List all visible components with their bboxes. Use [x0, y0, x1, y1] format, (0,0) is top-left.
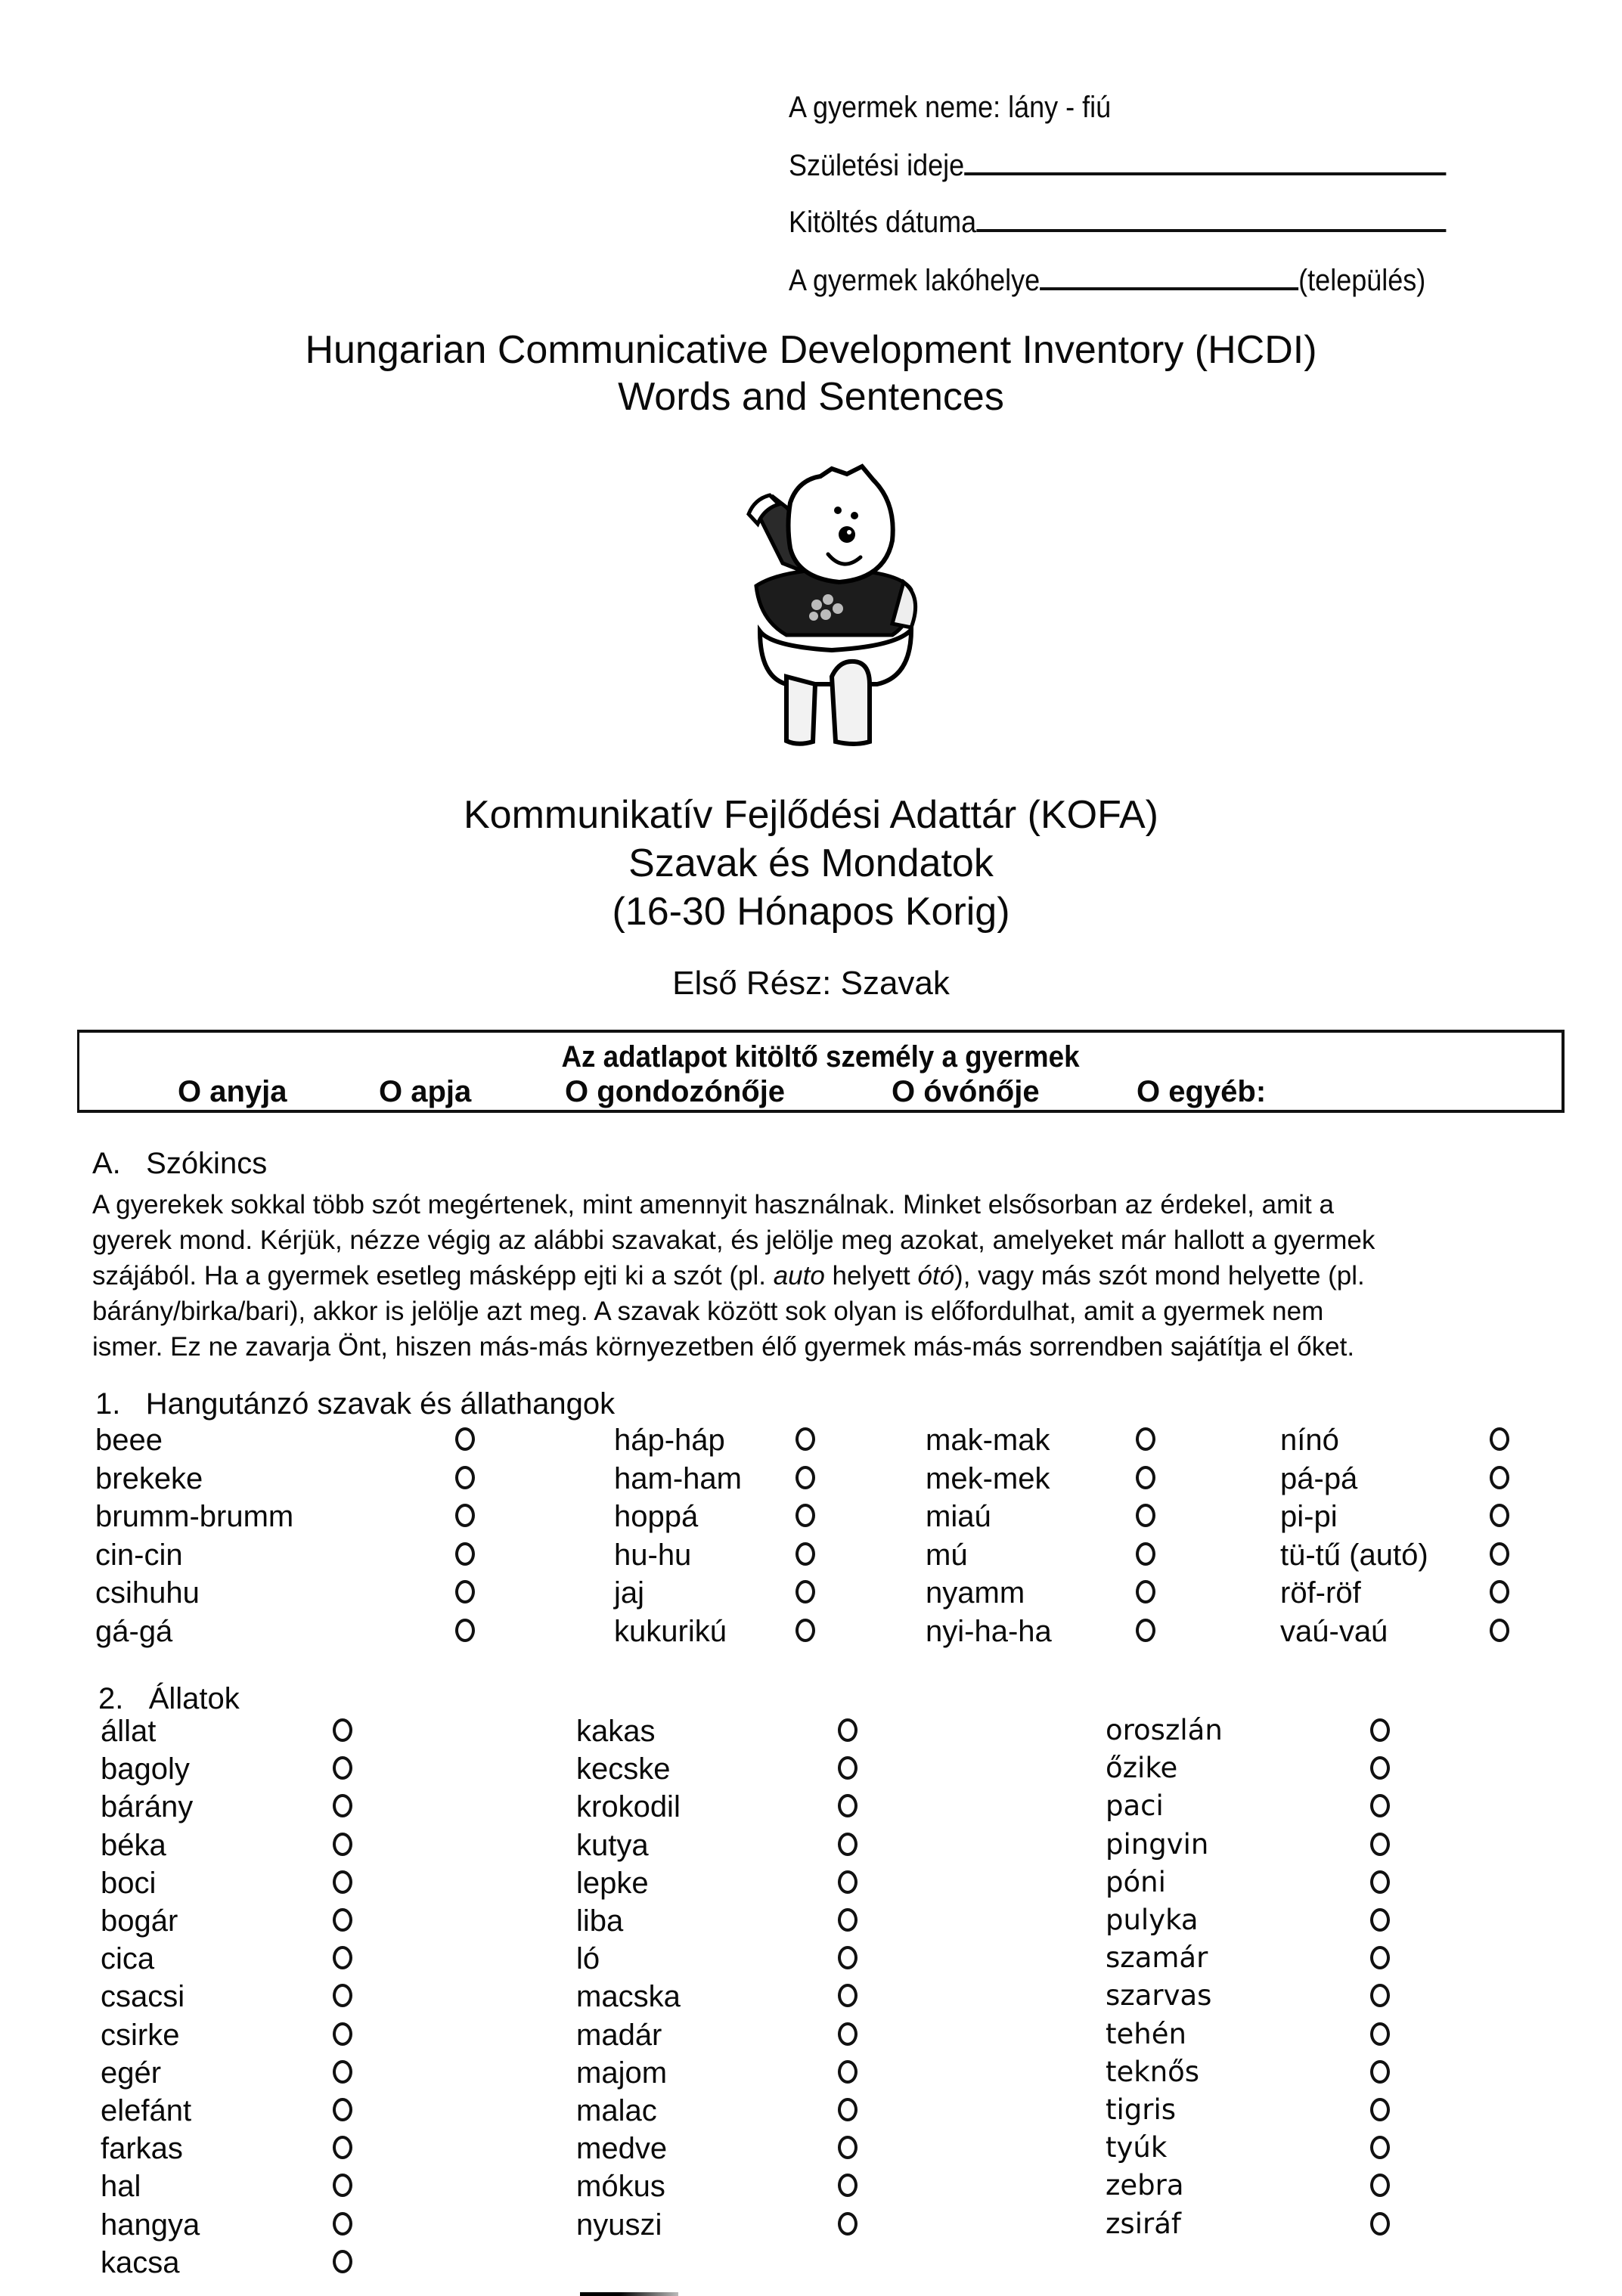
- residence-label: A gyermek lakóhelye: [789, 264, 1040, 297]
- word-checkbox[interactable]: [333, 2212, 352, 2236]
- word-checkbox[interactable]: [838, 1794, 858, 1817]
- word-checkbox[interactable]: [1136, 1504, 1155, 1527]
- word-item: egér: [101, 2056, 162, 2090]
- word-checkbox[interactable]: [333, 1908, 352, 1932]
- respondent-box: [77, 1030, 1565, 1113]
- word-checkbox[interactable]: [1490, 1619, 1509, 1642]
- residence-line[interactable]: [1040, 265, 1298, 290]
- word-item: lepke: [576, 1866, 649, 1900]
- word-item: hal: [101, 2170, 141, 2204]
- title-hungarian-line1: Kommunikatív Fejlődési Adattár (KOFA): [463, 793, 1158, 837]
- word-item: nyuszi: [576, 2208, 662, 2242]
- word-item: tehén: [1106, 2017, 1186, 2050]
- word-item: póni: [1106, 1865, 1166, 1898]
- respondent-option-mother[interactable]: O anyja: [178, 1075, 287, 1108]
- word-checkbox[interactable]: [1370, 1908, 1390, 1932]
- word-item: kukurikú: [614, 1614, 727, 1648]
- word-item: boci: [101, 1866, 157, 1900]
- birth-date-field[interactable]: [789, 150, 1446, 181]
- section-a-intro: [92, 1187, 1574, 1365]
- residence-field[interactable]: [789, 265, 1425, 296]
- word-item: elefánt: [101, 2094, 192, 2127]
- word-checkbox[interactable]: [1370, 2098, 1390, 2121]
- word-item: brekeke: [95, 1461, 203, 1495]
- word-item: farkas: [101, 2132, 183, 2166]
- word-checkbox[interactable]: [455, 1542, 475, 1566]
- word-item: őzike: [1106, 1752, 1178, 1785]
- word-checkbox[interactable]: [1370, 2174, 1390, 2197]
- section-a-heading: A. Szókincs: [92, 1147, 268, 1180]
- fill-date-label: Kitöltés dátuma: [789, 206, 977, 239]
- word-checkbox[interactable]: [1370, 1833, 1390, 1856]
- word-item: ham-ham: [614, 1461, 742, 1495]
- word-item: nyamm: [926, 1576, 1025, 1610]
- respondent-option-teacher[interactable]: O óvónője: [892, 1075, 1040, 1108]
- word-item: brumm-brumm: [95, 1500, 294, 1533]
- intro-line-4: bárány/birka/bari), akkor is jelölje azt meg. A szavak között sok olyan is előfordulhat, amit a gyermek nem: [92, 1297, 1324, 1326]
- word-item: szarvas: [1106, 1979, 1212, 2012]
- respondent-title: Az adatlapot kitöltő személy a gyermek: [561, 1040, 1080, 1074]
- intro-example-auto: auto: [773, 1261, 825, 1291]
- word-item: nínó: [1280, 1424, 1339, 1457]
- word-checkbox[interactable]: [838, 2022, 858, 2046]
- word-checkbox[interactable]: [1370, 2212, 1390, 2236]
- word-item: kakas: [576, 1715, 656, 1748]
- title-hungarian-line3: (16-30 Hónapos Korig): [612, 890, 1010, 934]
- word-checkbox[interactable]: [838, 2174, 858, 2197]
- word-checkbox[interactable]: [1490, 1466, 1509, 1489]
- word-checkbox[interactable]: [795, 1542, 815, 1566]
- intro-line-3-mid: helyett: [824, 1261, 918, 1291]
- word-checkbox[interactable]: [333, 1870, 352, 1894]
- word-item: liba: [576, 1904, 624, 1938]
- word-item: gá-gá: [95, 1614, 173, 1648]
- word-checkbox[interactable]: [1136, 1619, 1155, 1642]
- word-item: tigris: [1106, 2093, 1177, 2126]
- word-item: malac: [576, 2094, 657, 2127]
- word-checkbox[interactable]: [333, 2174, 352, 2197]
- word-item: beee: [95, 1424, 163, 1457]
- fill-date-field[interactable]: [789, 206, 1446, 237]
- word-checkbox[interactable]: [333, 1946, 352, 1969]
- word-checkbox[interactable]: [1136, 1427, 1155, 1451]
- word-item: pi-pi: [1280, 1500, 1338, 1533]
- word-item: ló: [576, 1942, 600, 1976]
- birth-date-label: Születési ideje: [789, 149, 965, 182]
- word-checkbox[interactable]: [838, 2098, 858, 2121]
- word-item: pá-pá: [1280, 1461, 1358, 1495]
- word-item: kecske: [576, 1752, 671, 1786]
- word-item: mókus: [576, 2170, 665, 2204]
- word-item: hangya: [101, 2208, 200, 2242]
- word-item: kutya: [576, 1828, 649, 1862]
- child-sex-field: [789, 92, 1111, 122]
- word-checkbox[interactable]: [795, 1466, 815, 1489]
- word-item: bagoly: [101, 1752, 190, 1786]
- word-item: hu-hu: [614, 1538, 692, 1572]
- word-checkbox[interactable]: [838, 1718, 858, 1742]
- word-checkbox[interactable]: [333, 1833, 352, 1856]
- word-checkbox[interactable]: [1490, 1504, 1509, 1527]
- title-english: [0, 327, 1622, 420]
- word-item: cin-cin: [95, 1538, 183, 1572]
- word-checkbox[interactable]: [455, 1504, 475, 1527]
- part-title: Első Rész: Szavak: [672, 965, 950, 1002]
- respondent-option-caregiver[interactable]: O gondozónője: [565, 1075, 786, 1108]
- word-item: vaú-vaú: [1280, 1614, 1388, 1648]
- fill-date-line[interactable]: [976, 206, 1446, 232]
- word-item: csihuhu: [95, 1576, 200, 1610]
- word-item: cica: [101, 1942, 155, 1976]
- word-checkbox[interactable]: [333, 2022, 352, 2046]
- word-checkbox[interactable]: [333, 2098, 352, 2121]
- respondent-option-other[interactable]: O egyéb:: [1137, 1075, 1267, 1108]
- word-checkbox[interactable]: [838, 1908, 858, 1932]
- word-checkbox[interactable]: [838, 1833, 858, 1856]
- intro-line-3-pre: szájából. Ha a gyermek esetleg másképp ejti ki a szót (pl.: [92, 1261, 774, 1291]
- word-item: krokodil: [576, 1790, 681, 1824]
- word-checkbox[interactable]: [333, 1718, 352, 1742]
- word-item: röf-röf: [1280, 1576, 1361, 1610]
- intro-example-oto: ótó: [917, 1261, 955, 1291]
- intro-line-1: A gyerekek sokkal több szót megértenek, mint amennyit használnak. Minket elsősorban az érdekel, amit a: [92, 1190, 1334, 1219]
- word-checkbox[interactable]: [1370, 1870, 1390, 1894]
- word-item: oroszlán: [1106, 1714, 1223, 1746]
- word-checkbox[interactable]: [838, 1946, 858, 1969]
- title-english-line1: Hungarian Communicative Development Inventory (HCDI): [305, 328, 1317, 372]
- word-checkbox[interactable]: [1490, 1580, 1509, 1603]
- word-checkbox[interactable]: [1370, 2136, 1390, 2159]
- word-item: háp-háp: [614, 1424, 725, 1457]
- intro-line-3-post: ), vagy más szót mond helyette (pl.: [954, 1261, 1365, 1291]
- word-item: csacsi: [101, 1980, 185, 2014]
- word-item: teknős: [1106, 2055, 1200, 2088]
- word-item: macska: [576, 1980, 681, 2014]
- word-checkbox[interactable]: [1370, 1718, 1390, 1742]
- intro-line-3: [92, 1258, 1574, 1294]
- word-item: béka: [101, 1828, 166, 1862]
- word-item: mú: [926, 1538, 968, 1572]
- word-checkbox[interactable]: [333, 1794, 352, 1817]
- category-1-title: 1. Hangutánzó szavak és állathangok: [95, 1387, 616, 1421]
- word-item: állat: [101, 1715, 157, 1748]
- word-item: majom: [576, 2056, 668, 2090]
- word-checkbox[interactable]: [1136, 1466, 1155, 1489]
- word-checkbox[interactable]: [1370, 1794, 1390, 1817]
- word-checkbox[interactable]: [838, 1984, 858, 2007]
- birth-date-line[interactable]: [964, 150, 1446, 175]
- word-checkbox[interactable]: [1370, 2022, 1390, 2046]
- word-item: hoppá: [614, 1500, 699, 1533]
- word-item: madár: [576, 2018, 662, 2052]
- word-item: pulyka: [1106, 1904, 1199, 1936]
- residence-suffix: (település): [1298, 264, 1426, 297]
- word-item: szamár: [1106, 1941, 1208, 1975]
- word-item: csirke: [101, 2018, 180, 2052]
- word-item: pingvin: [1106, 1827, 1209, 1861]
- word-checkbox[interactable]: [1136, 1580, 1155, 1603]
- word-checkbox[interactable]: [333, 2250, 352, 2273]
- word-item: medve: [576, 2132, 668, 2166]
- title-hungarian: [0, 791, 1622, 936]
- word-item: bogár: [101, 1904, 178, 1938]
- word-checkbox[interactable]: [333, 2060, 352, 2084]
- title-english-line2: Words and Sentences: [618, 375, 1004, 419]
- word-checkbox[interactable]: [838, 2060, 858, 2084]
- word-checkbox[interactable]: [795, 1580, 815, 1603]
- word-item: tyúk: [1106, 2131, 1168, 2164]
- word-checkbox[interactable]: [838, 2136, 858, 2159]
- title-hungarian-line2: Szavak és Mondatok: [628, 841, 994, 885]
- word-checkbox[interactable]: [455, 1619, 475, 1642]
- word-checkbox[interactable]: [455, 1580, 475, 1603]
- word-checkbox[interactable]: [333, 1756, 352, 1780]
- word-checkbox[interactable]: [1370, 1756, 1390, 1780]
- word-checkbox[interactable]: [1490, 1427, 1509, 1451]
- word-item: kacsa: [101, 2245, 180, 2279]
- bear-mascot-icon: [726, 457, 945, 760]
- word-checkbox[interactable]: [455, 1466, 475, 1489]
- word-checkbox[interactable]: [838, 2212, 858, 2236]
- word-item: nyi-ha-ha: [926, 1614, 1052, 1648]
- respondent-option-father[interactable]: O apja: [379, 1075, 472, 1108]
- word-checkbox[interactable]: [795, 1619, 815, 1642]
- word-checkbox[interactable]: [333, 2136, 352, 2159]
- word-checkbox[interactable]: [1136, 1542, 1155, 1566]
- intro-line-2: gyerek mond. Kérjük, nézze végig az alábbi szavakat, és jelölje meg azokat, amelyeket már hallott a gyermek: [92, 1225, 1375, 1255]
- word-checkbox[interactable]: [1370, 1984, 1390, 2007]
- child-sex-label: A gyermek neme: lány - fiú: [789, 91, 1112, 124]
- word-item: mak-mak: [926, 1424, 1050, 1457]
- word-item: jaj: [614, 1576, 645, 1610]
- word-checkbox[interactable]: [1490, 1542, 1509, 1566]
- word-checkbox[interactable]: [455, 1427, 475, 1451]
- word-checkbox[interactable]: [795, 1427, 815, 1451]
- word-item: tü-tű (autó): [1280, 1538, 1428, 1572]
- word-item: miaú: [926, 1500, 991, 1533]
- word-item: zsiráf: [1106, 2207, 1181, 2240]
- category-2-title: 2. Állatok: [98, 1682, 240, 1715]
- word-checkbox[interactable]: [838, 1756, 858, 1780]
- intro-line-5: ismer. Ez ne zavarja Önt, hiszen más-más környezetben élő gyermek más-más sorrendben sajátítja el őket.: [92, 1332, 1355, 1362]
- word-checkbox[interactable]: [1370, 2060, 1390, 2084]
- word-checkbox[interactable]: [795, 1504, 815, 1527]
- word-checkbox[interactable]: [838, 1870, 858, 1894]
- page-edge-rule: [580, 2292, 678, 2296]
- word-item: mek-mek: [926, 1461, 1050, 1495]
- word-item: bárány: [101, 1790, 194, 1824]
- word-item: zebra: [1106, 2169, 1184, 2202]
- word-checkbox[interactable]: [1370, 1946, 1390, 1969]
- word-checkbox[interactable]: [333, 1984, 352, 2007]
- word-item: paci: [1106, 1789, 1164, 1823]
